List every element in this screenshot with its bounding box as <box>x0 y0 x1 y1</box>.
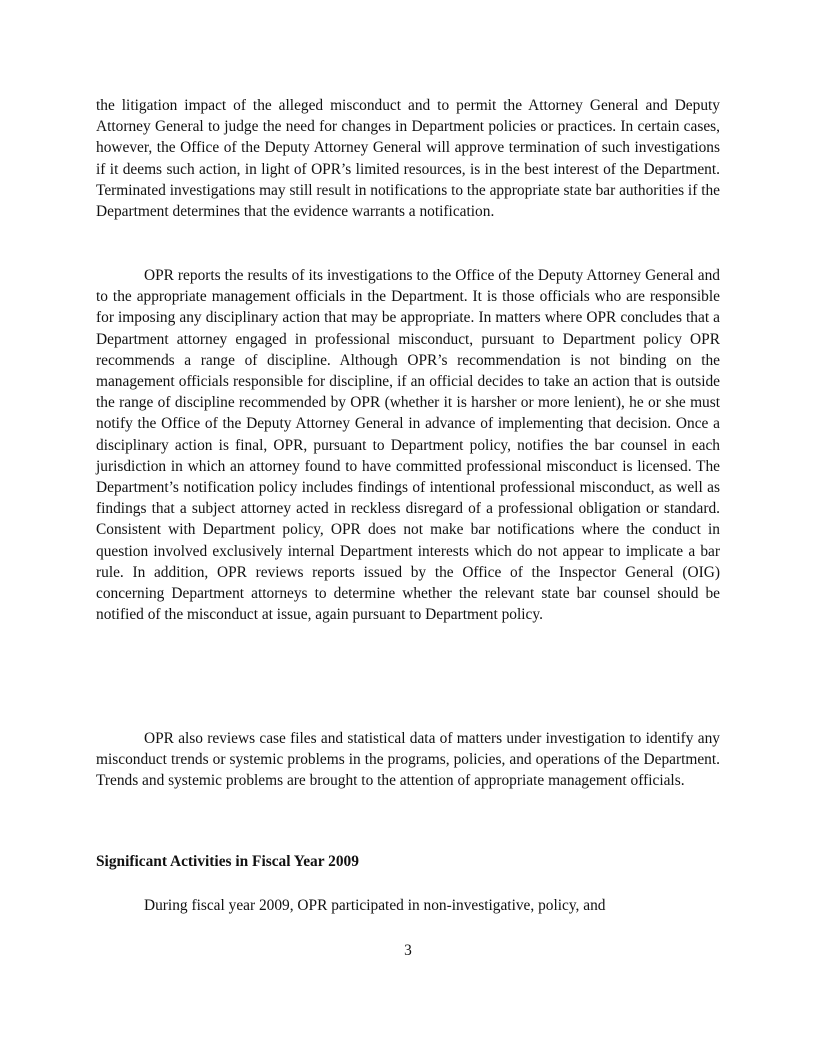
body-paragraph-2: OPR reports the results of its investigations to the Office of the Deputy Attorney General and to the appropriate management officials in the Department. It is those officials who are responsible for imposing any disciplinary action that may be appropriate. In matters where OPR concludes that a Department attorney engaged in professional misconduct, pursuant to Department policy OPR recommends a range of discipline. Although OPR’s recommendation is not binding on the management officials responsible for discipline, if an official decides to take an action that is outside the range of discipline recommended by OPR (whether it is harsher or more lenient), he or she must notify the Office of the Deputy Attorney General in advance of implementing that decision. Once a disciplinary action is final, OPR, pursuant to Department policy, notifies the bar counsel in each jurisdiction in which an attorney found to have committed professional misconduct is licensed. The Department’s notification policy includes findings of intentional professional misconduct, as well as findings that a subject attorney acted in reckless disregard of a professional obligation or standard. Consistent with Department policy, OPR does not make bar notifications where the conduct in question involved exclusively internal Department interests which do not appear to implicate a bar rule. In addition, OPR reviews reports issued by the Office of the Inspector General (OIG) concerning Department attorneys to determine whether the relevant state bar counsel should be notified of the misconduct at issue, again pursuant to Department policy. <box>96 267 720 624</box>
body-paragraph-1: the litigation impact of the alleged misconduct and to permit the Attorney General and Deputy Attorney General to judge the need for changes in Department policies or practices. In certain cases, however, the Office of the Deputy Attorney General will approve termination of such investigations if it deems such action, in light of OPR’s limited resources, is in the best interest of the Department. Terminated investigations may still result in notifications to the appropriate state bar authorities if the Department determines that the evidence warrants a notification. <box>96 97 720 221</box>
body-paragraph-3: OPR also reviews case files and statistical data of matters under investigation to identify any misconduct trends or systemic problems in the programs, policies, and operations of the Department. Trends and systemic problems are brought to the attention of appropriate management officials. <box>96 730 720 790</box>
section-heading: Significant Activities in Fiscal Year 2009 <box>96 853 359 870</box>
document-page <box>96 0 720 1056</box>
page-number: 3 <box>404 942 412 959</box>
section-paragraph: During fiscal year 2009, OPR participated in non-investigative, policy, and <box>144 897 606 914</box>
